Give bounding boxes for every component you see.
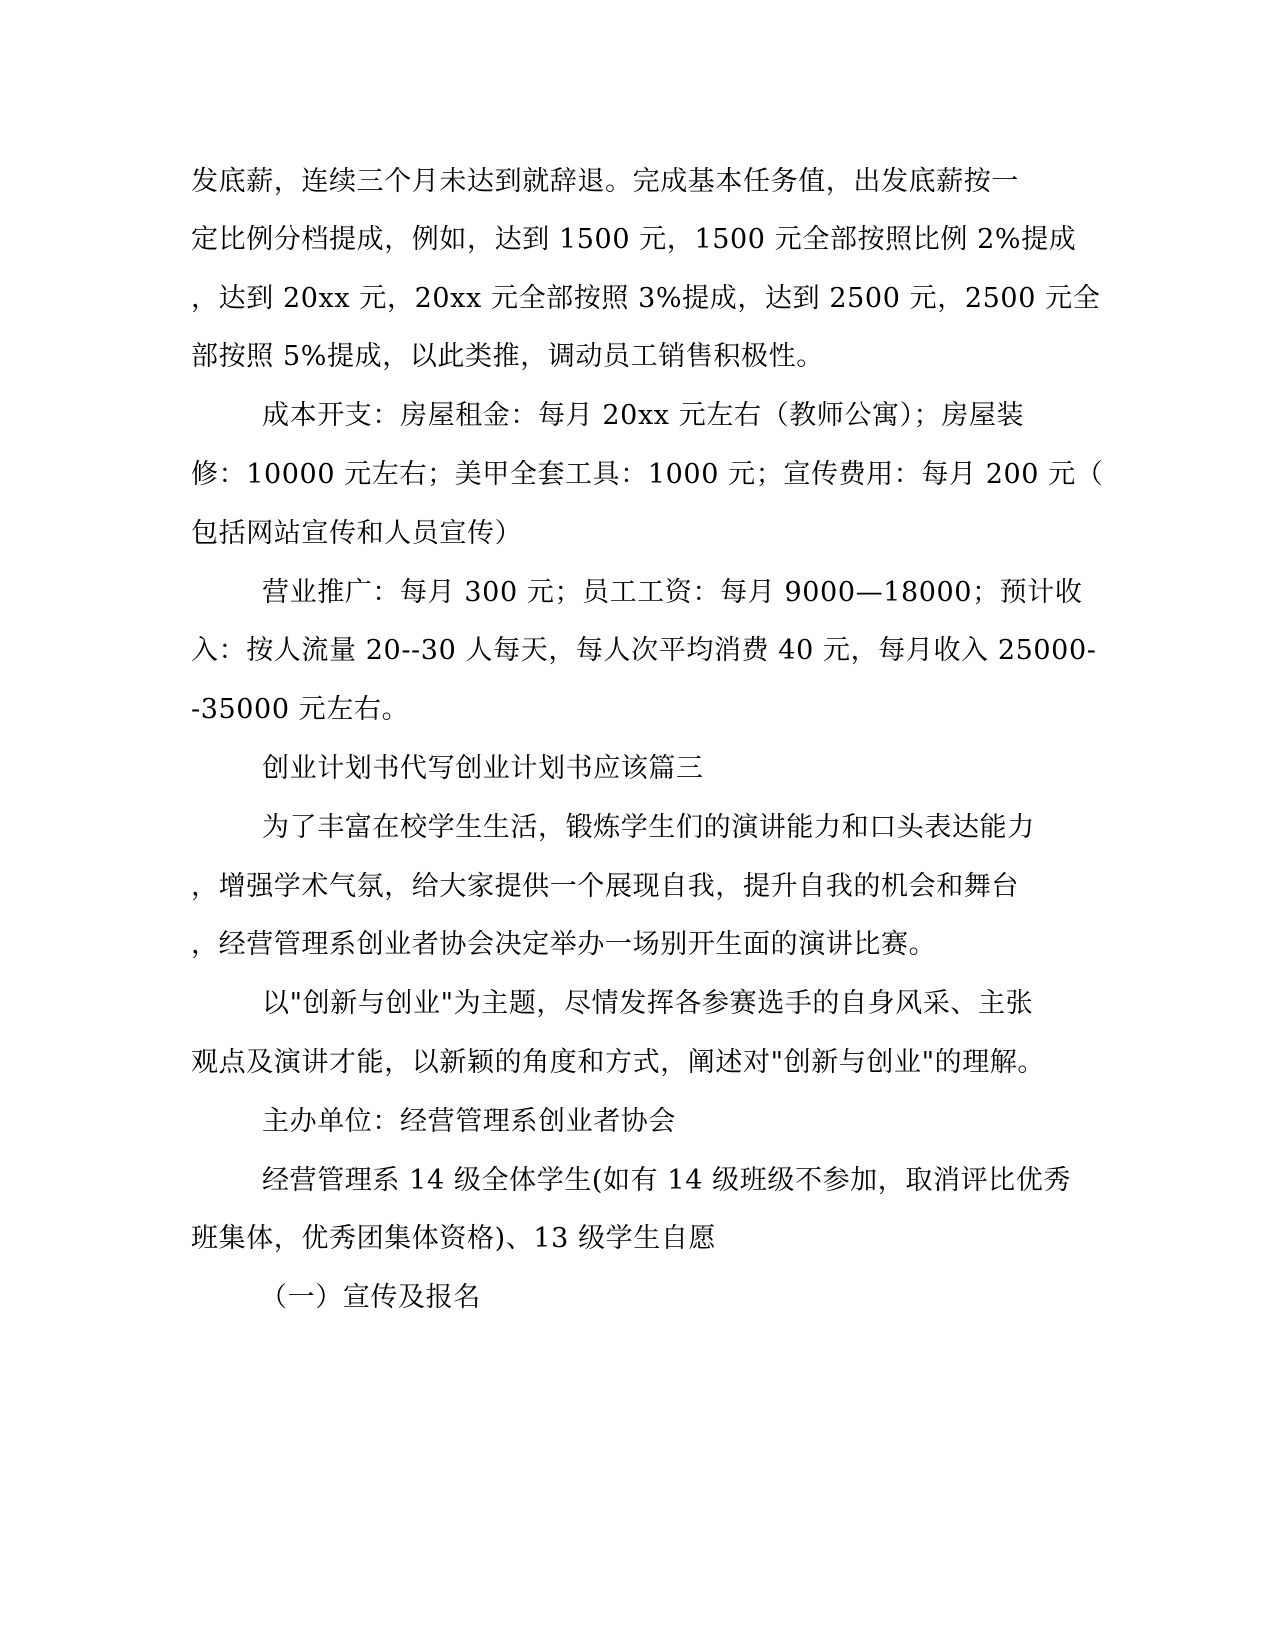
body-line: 部按照 5%提成，以此类推，调动员工销售积极性。 bbox=[191, 341, 824, 372]
body-line: 以"创新与创业"为主题，尽情发挥各参赛选手的自身风采、主张 bbox=[262, 988, 1034, 1019]
section-heading: 创业计划书代写创业计划书应该篇三 bbox=[262, 753, 704, 784]
body-line: 入：按人流量 20--30 人每天，每人次平均消费 40 元，每月收入 25000- bbox=[191, 635, 1097, 666]
body-line: 包括网站宣传和人员宣传） bbox=[191, 518, 523, 549]
body-line: 班集体，优秀团集体资格)、13 级学生自愿 bbox=[191, 1223, 717, 1254]
body-line: 经营管理系 14 级全体学生(如有 14 级班级不参加，取消评比优秀 bbox=[262, 1165, 1071, 1196]
body-line: 观点及演讲才能，以新颖的角度和方式，阐述对"创新与创业"的理解。 bbox=[191, 1047, 1046, 1078]
body-line: 成本开支：房屋租金：每月 20xx 元左右（教师公寓）；房屋装 bbox=[262, 400, 1025, 431]
body-line: 主办单位：经营管理系创业者协会 bbox=[262, 1106, 676, 1137]
body-line: 修：10000 元左右；美甲全套工具：1000 元；宣传费用：每月 200 元（ bbox=[191, 459, 1104, 490]
subsection-heading: （一）宣传及报名 bbox=[260, 1282, 481, 1313]
body-line: ，达到 20xx 元，20xx 元全部按照 3%提成，达到 2500 元，2500 元全 bbox=[191, 283, 1101, 314]
body-line: -35000 元左右。 bbox=[191, 694, 410, 725]
body-line: 定比例分档提成，例如，达到 1500 元，1500 元全部按照比例 2%提成 bbox=[191, 224, 1077, 255]
body-line: ，增强学术气氛，给大家提供一个展现自我，提升自我的机会和舞台 bbox=[191, 871, 1019, 902]
body-line: 发底薪，连续三个月未达到就辞退。完成基本任务值，出发底薪按一 bbox=[191, 166, 1019, 197]
body-line: 为了丰富在校学生生活，锻炼学生们的演讲能力和口头表达能力 bbox=[262, 812, 1035, 843]
body-line: ，经营管理系创业者协会决定举办一场别开生面的演讲比赛。 bbox=[191, 929, 937, 960]
body-line: 营业推广：每月 300 元；员工工资：每月 9000—18000；预计收 bbox=[262, 577, 1083, 608]
